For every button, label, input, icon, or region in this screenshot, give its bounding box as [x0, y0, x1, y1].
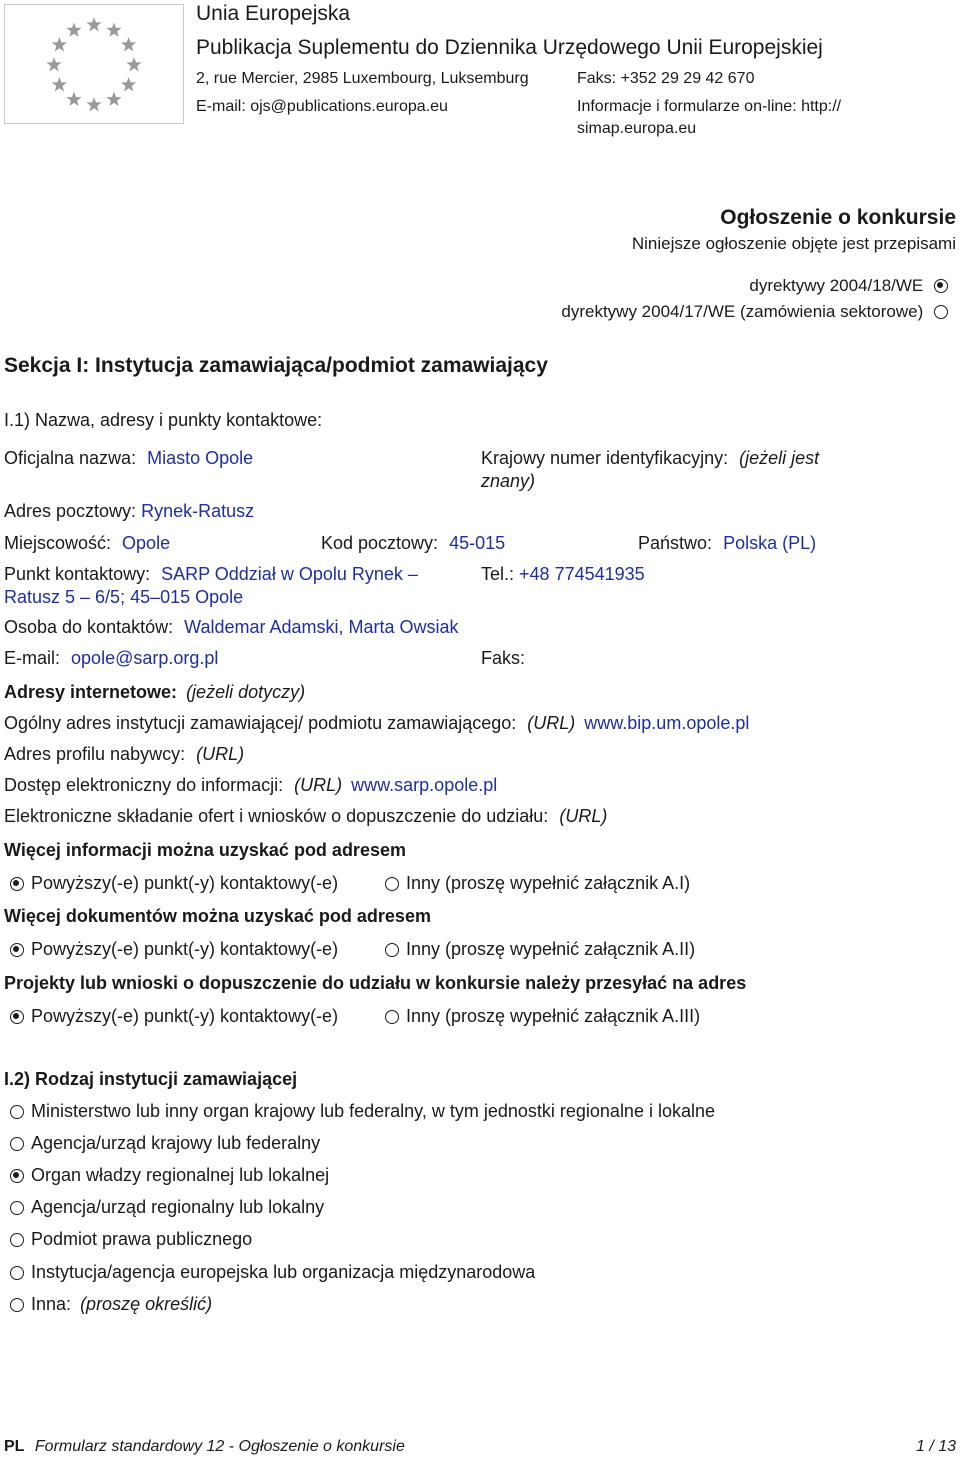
contact-point-row [4, 564, 418, 585]
option-label: Powyższy(-e) punkt(-y) kontaktowy(-e) [31, 1006, 339, 1026]
radio-unselected-icon[interactable] [10, 1105, 24, 1119]
type-option-national-agency[interactable] [10, 1133, 320, 1154]
footer-page: 1 / 13 [915, 1438, 956, 1455]
url-tag: (URL) [196, 744, 245, 764]
directive-2004-18-option[interactable] [749, 276, 948, 296]
attention-label: Osoba do kontaktów: [4, 617, 174, 637]
contact-point-value-1: SARP Oddział w Opolu Rynek – [161, 564, 418, 584]
option-label: Powyższy(-e) punkt(-y) kontaktowy(-e) [31, 939, 339, 959]
electronic-submission-label: Elektroniczne składanie ofert i wniosków o dopuszczenie do udziału: [4, 806, 549, 826]
postcode-value: 45-015 [449, 533, 506, 553]
option-label: Organ władzy regionalnej lub lokalnej [31, 1165, 330, 1185]
star-icon [66, 22, 81, 36]
tel-label: Tel.: [481, 564, 515, 584]
national-id-label: Krajowy numer identyfikacyjny: [481, 448, 729, 468]
submit-title: Projekty lub wnioski o dopuszczenie do udziału w konkursie należy przesyłać na adres [4, 973, 747, 993]
more-info-above-option[interactable] [10, 873, 338, 894]
other-note: (proszę określić) [80, 1294, 213, 1314]
star-icon [126, 57, 141, 72]
radio-unselected-icon[interactable] [385, 877, 399, 891]
fax-label: Faks: [481, 648, 526, 668]
notice-title: Ogłoszenie o konkursie [720, 206, 956, 229]
option-label: Podmiot prawa publicznego [31, 1229, 253, 1249]
eu-stars-icon [5, 5, 183, 123]
option-label: Inny (proszę wypełnić załącznik A.III) [406, 1006, 701, 1026]
radio-unselected-icon[interactable] [10, 1137, 24, 1151]
option-label: Agencja/urząd krajowy lub federalny [31, 1133, 321, 1153]
national-id-note-1: (jeżeli jest [739, 448, 820, 468]
postal-value: Rynek-Ratusz [141, 501, 255, 521]
i2-title: I.2) Rodzaj instytucji zamawiającej [4, 1069, 298, 1089]
radio-unselected-icon[interactable] [10, 1233, 24, 1247]
type-option-european-institution[interactable] [10, 1262, 535, 1283]
electronic-submission-row [4, 806, 607, 827]
national-id-note-2: znany) [481, 471, 536, 491]
header-org: Unia Europejska [196, 2, 351, 25]
footer-lang: PL [4, 1438, 25, 1455]
star-icon [66, 92, 81, 107]
radio-unselected-icon[interactable] [385, 943, 399, 957]
header-online-2: simap.europa.eu [577, 120, 697, 137]
electronic-access-row [4, 775, 497, 796]
directive-2004-17-label: dyrektywy 2004/17/WE (zamówienia sektorowe) [561, 302, 924, 321]
url-tag: (URL) [527, 713, 576, 733]
email-label: E-mail: [4, 648, 61, 668]
country-value: Polska (PL) [723, 533, 817, 553]
electronic-access-link[interactable]: www.sarp.opole.pl [351, 775, 498, 795]
header-fax: Faks: +352 29 29 42 670 [577, 70, 755, 87]
official-name-row [4, 448, 253, 469]
tel-row [481, 564, 645, 585]
option-label: Agencja/urząd regionalny lub lokalny [31, 1197, 325, 1217]
star-icon [121, 37, 136, 52]
radio-unselected-icon[interactable] [385, 1010, 399, 1024]
section-title: Sekcja I: Instytucja zamawiająca/podmiot zamawiający [4, 354, 548, 377]
more-info-title: Więcej informacji można uzyskać pod adresem [4, 840, 406, 860]
town-label: Miejscowość: [4, 533, 112, 553]
contact-point-value-2: Ratusz 5 – 6/5; 45–015 Opole [4, 587, 244, 607]
radio-unselected-icon[interactable] [10, 1201, 24, 1215]
type-option-regional-authority[interactable] [10, 1165, 329, 1186]
town-value: Opole [122, 533, 171, 553]
country-label: Państwo: [638, 533, 713, 553]
url-tag: (URL) [559, 806, 608, 826]
postcode-label: Kod pocztowy: [321, 533, 439, 553]
radio-selected-icon[interactable] [10, 943, 24, 957]
header-email: E-mail: ojs@publications.europa.eu [196, 98, 448, 115]
national-id-row [481, 448, 819, 469]
radio-unselected-icon[interactable] [10, 1266, 24, 1280]
option-label: Instytucja/agencja europejska lub organizacja międzynarodowa [31, 1262, 536, 1282]
i1-title: I.1) Nazwa, adresy i punkty kontaktowe: [4, 410, 323, 430]
submit-above-option[interactable] [10, 1006, 338, 1027]
option-label: Inny (proszę wypełnić załącznik A.I) [406, 873, 691, 893]
town-row [4, 533, 170, 554]
radio-unselected-icon[interactable] [934, 305, 948, 319]
buyer-profile-row [4, 744, 244, 765]
star-icon [52, 37, 67, 52]
general-address-link[interactable]: www.bip.um.opole.pl [584, 713, 750, 733]
option-label: Inna: [31, 1294, 72, 1314]
internet-title: Adresy internetowe: [4, 682, 178, 702]
tel-value: +48 774541935 [519, 564, 645, 584]
header-publication: Publikacja Suplementu do Dziennika Urzędowego Unii Europejskiej [196, 36, 823, 59]
notice-subtitle: Niniejsze ogłoszenie objęte jest przepisami [631, 234, 956, 253]
option-label: Powyższy(-e) punkt(-y) kontaktowy(-e) [31, 873, 339, 893]
star-icon [106, 92, 121, 107]
star-icon [46, 57, 61, 72]
official-name-value: Miasto Opole [147, 448, 254, 468]
star-icon [86, 97, 101, 112]
type-option-public-law[interactable] [10, 1229, 252, 1250]
email-row [4, 648, 218, 669]
star-icon [121, 77, 136, 92]
type-option-regional-agency[interactable] [10, 1197, 324, 1218]
type-option-ministry[interactable] [10, 1101, 715, 1122]
contact-point-label: Punkt kontaktowy: [4, 564, 151, 584]
attention-row [4, 617, 459, 638]
electronic-access-label: Dostęp elektroniczny do informacji: [4, 775, 284, 795]
header-online-1: Informacje i formularze on-line: http:// [577, 98, 842, 115]
postal-row [4, 501, 254, 522]
postal-label: Adres pocztowy: [4, 501, 137, 521]
option-label: Ministerstwo lub inny organ krajowy lub federalny, w tym jednostki regionalne i lokalne [31, 1101, 715, 1121]
more-docs-other-option[interactable] [385, 939, 695, 960]
star-icon [52, 77, 67, 92]
general-address-label: Ogólny adres instytucji zamawiającej/ podmiotu zamawiającego: [4, 713, 517, 733]
country-row [638, 533, 816, 554]
option-label: Inny (proszę wypełnić załącznik A.II) [406, 939, 696, 959]
buyer-profile-label: Adres profilu nabywcy: [4, 744, 186, 764]
internet-row [4, 682, 305, 703]
radio-selected-icon[interactable] [10, 1010, 24, 1024]
email-value[interactable]: opole@sarp.org.pl [71, 648, 219, 668]
type-option-other[interactable] [10, 1294, 212, 1315]
internet-note: (jeżeli dotyczy) [186, 682, 306, 702]
radio-unselected-icon[interactable] [10, 1298, 24, 1312]
official-name-label: Oficjalna nazwa: [4, 448, 137, 468]
more-info-other-option[interactable] [385, 873, 690, 894]
footer-left [4, 1438, 405, 1456]
submit-other-option[interactable] [385, 1006, 700, 1027]
directive-2004-18-label: dyrektywy 2004/18/WE [749, 276, 924, 295]
radio-selected-icon[interactable] [10, 877, 24, 891]
star-icon [86, 17, 101, 32]
radio-selected-icon[interactable] [934, 279, 948, 293]
more-docs-title: Więcej dokumentów można uzyskać pod adresem [4, 906, 431, 926]
eu-flag-logo [4, 4, 184, 124]
radio-selected-icon[interactable] [10, 1169, 24, 1183]
star-icon [106, 22, 121, 36]
header-address: 2, rue Mercier, 2985 Luxembourg, Luksemburg [196, 70, 529, 87]
directive-2004-17-option[interactable] [561, 302, 948, 322]
url-tag: (URL) [294, 775, 343, 795]
footer-form: Formularz standardowy 12 - Ogłoszenie o konkursie [34, 1438, 405, 1455]
general-address-row [4, 713, 749, 734]
postcode-row [321, 533, 505, 554]
attention-value: Waldemar Adamski, Marta Owsiak [184, 617, 459, 637]
more-docs-above-option[interactable] [10, 939, 338, 960]
